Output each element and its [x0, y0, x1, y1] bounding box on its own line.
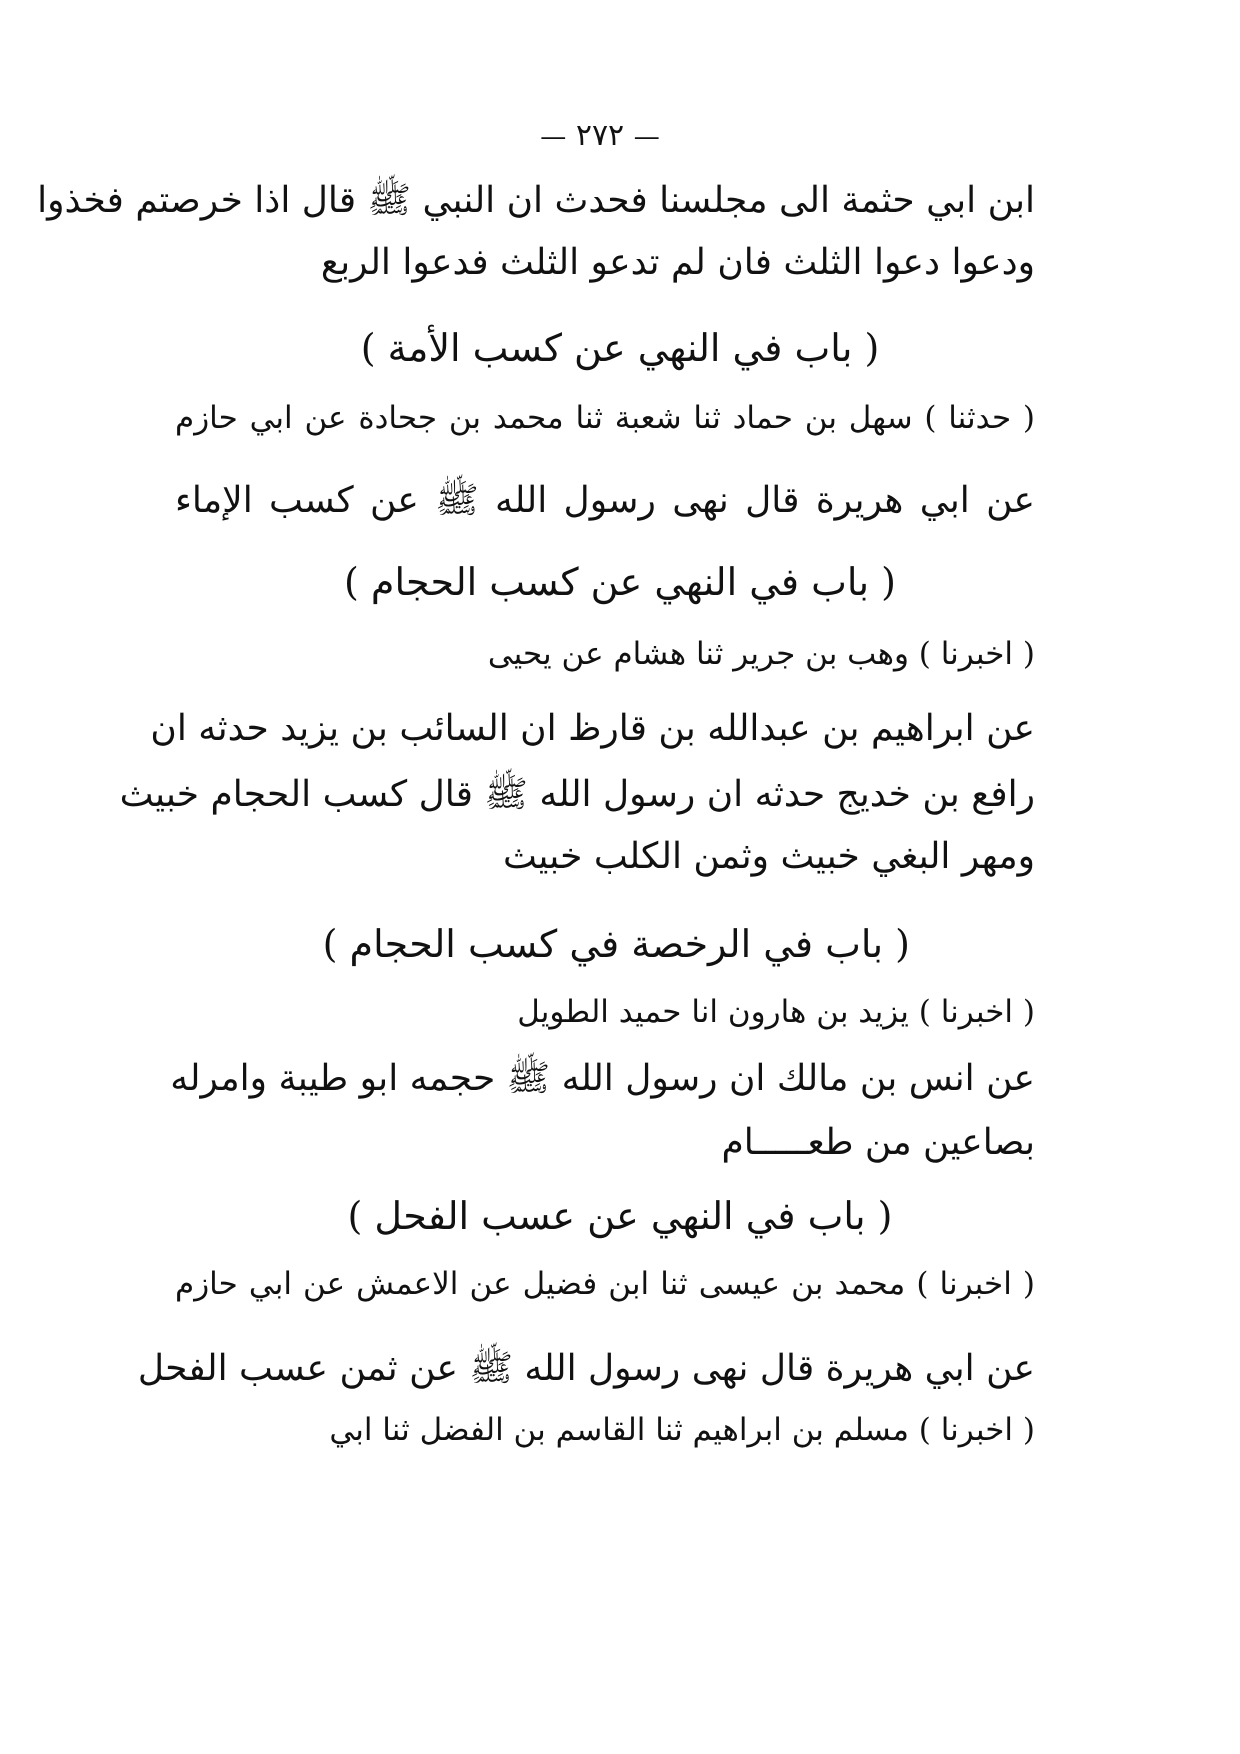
isnad-line: ( اخبرنا ) يزيد بن هارون انا حميد الطويل [517, 994, 1035, 1030]
section-heading: ( باب في النهي عن عسب الفحل ) [347, 1194, 893, 1238]
page-number-left-rule: — [540, 122, 567, 152]
page-number-right-rule: — [633, 122, 660, 152]
page-number-value: ٢٧٢ [575, 118, 625, 153]
page-number [520, 118, 680, 153]
text-line: ابن ابي حثمة الى مجلسنا فحدث ان النبي ﷺ قال اذا خرصتم فخذوا [37, 180, 1035, 221]
text-line: بصاعين من طعـــــام [721, 1122, 1035, 1163]
section-heading: ( باب في النهي عن كسب الأمة ) [360, 326, 880, 370]
section-heading: ( باب في الرخصة في كسب الحجام ) [322, 922, 910, 966]
isnad-line: ( اخبرنا ) محمد بن عيسى ثنا ابن فضيل عن الاعمش عن ابي حازم [175, 1266, 1035, 1302]
isnad-line: ( اخبرنا ) مسلم بن ابراهيم ثنا القاسم بن الفضل ثنا ابي [329, 1412, 1035, 1448]
text-line: عن ابي هريرة قال نهى رسول الله ﷺ عن ثمن عسب الفحل [137, 1348, 1035, 1389]
text-line: ومهر البغي خبيث وثمن الكلب خبيث [503, 836, 1035, 877]
text-line: ودعوا دعوا الثلث فان لم تدعو الثلث فدعوا الربع [320, 242, 1035, 283]
isnad-line: ( حدثنا ) سهل بن حماد ثنا شعبة ثنا محمد بن جحادة عن ابي حازم [175, 400, 1035, 436]
text-line: عن انس بن مالك ان رسول الله ﷺ حجمه ابو طيبة وامرله [170, 1058, 1035, 1099]
text-line: عن ابي هريرة قال نهى رسول الله ﷺ عن كسب الإماء [175, 480, 1035, 521]
section-heading: ( باب في النهي عن كسب الحجام ) [344, 560, 896, 604]
text-line: عن ابراهيم بن عبدالله بن قارظ ان السائب بن يزيد حدثه ان [150, 708, 1035, 749]
isnad-line: ( اخبرنا ) وهب بن جرير ثنا هشام عن يحيى [487, 636, 1035, 672]
text-line: رافع بن خديج حدثه ان رسول الله ﷺ قال كسب الحجام خبيث [119, 774, 1035, 815]
